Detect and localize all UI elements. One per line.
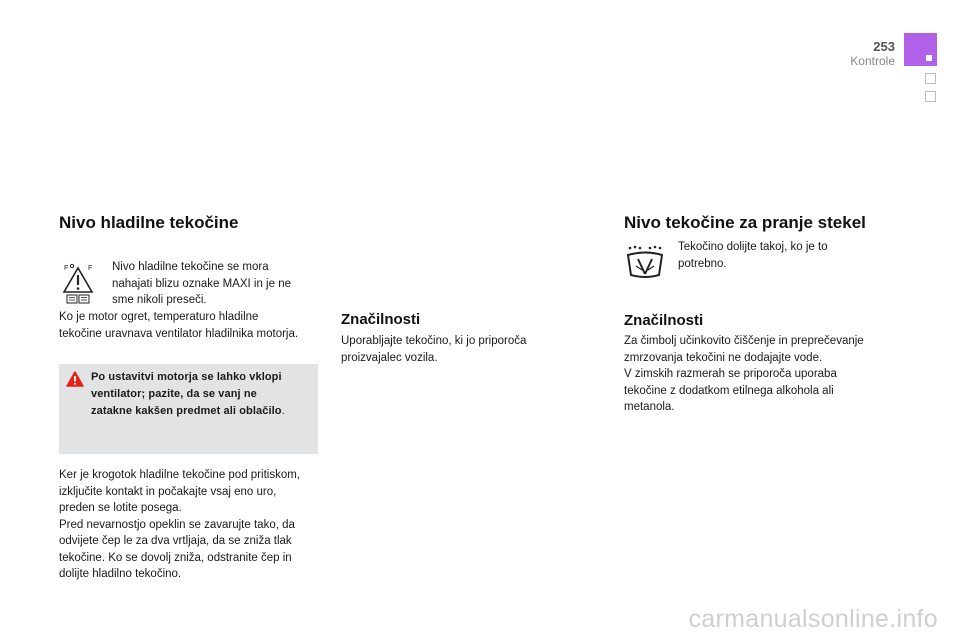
danger-icon: [66, 371, 84, 387]
pressure-instructions: Ker je krogotok hladilne tekočine pod pritiskom, izključite kontakt in počakajte vsaj eno uro, preden se lotite posega. Pred nevarnostjo opeklin se zavarujte tako, da odvijete čep le za dva vrtljaja, da se zniža tlak tekočine. Ko se dovolj zniža, odstranite čep in dolijte hladilno tekočino.: [59, 469, 300, 580]
warning-text: [91, 369, 311, 420]
chapter-tab[interactable]: [925, 91, 936, 102]
watermark: carmanualsonline.info: [688, 605, 938, 633]
windscreen-washer-icon: [624, 243, 666, 285]
coolant-characteristics-text: Uporabljajte tekočino, ki jo priporoča proizvajalec vozila.: [341, 335, 527, 364]
page-number: 253: [873, 39, 895, 54]
characteristics-heading-washer: Značilnosti: [624, 312, 704, 329]
svg-text:F: F: [64, 265, 69, 272]
coolant-fan-text: Ko je motor ogret, temperaturo hladilne tekočine uravnava ventilator hladilnika motorja.: [59, 311, 299, 340]
chapter-tab[interactable]: [925, 73, 936, 84]
chapter-tab-active[interactable]: [904, 33, 937, 66]
coolant-title: Nivo hladilne tekočine: [59, 213, 239, 232]
section-label: Kontrole: [850, 54, 895, 68]
coolant-icon-note: Nivo hladilne tekočine se mora nahajati blizu oznake MAXI in je ne sme nikoli preseči.: [112, 261, 291, 306]
warning-end-punct: .: [281, 405, 285, 417]
warning-bold-text: Po ustavitvi motorja se lahko vklopi ventilator; pazite, da se vanj ne zatakne kakšen predmet ali oblačilo: [91, 371, 282, 417]
tab-marker-icon: [926, 55, 932, 61]
washer-characteristics-text: Za čimbolj učinkovito čiščenje in preprečevanje zmrzovanja tekočini ne dodajajte vode. V zimskih razmerah se priporoča uporaba tekočine z dodatkom etilnega alkohola ali metanola.: [624, 335, 864, 413]
washer-title: Nivo tekočine za pranje stekel: [624, 213, 866, 232]
coolant-warning-icon: [59, 262, 97, 304]
characteristics-heading-coolant: Značilnosti: [341, 311, 421, 328]
washer-icon-note: Tekočino dolijte takoj, ko je to potrebno.: [678, 241, 828, 270]
warning-box: [59, 364, 318, 454]
svg-text:F: F: [88, 265, 93, 272]
